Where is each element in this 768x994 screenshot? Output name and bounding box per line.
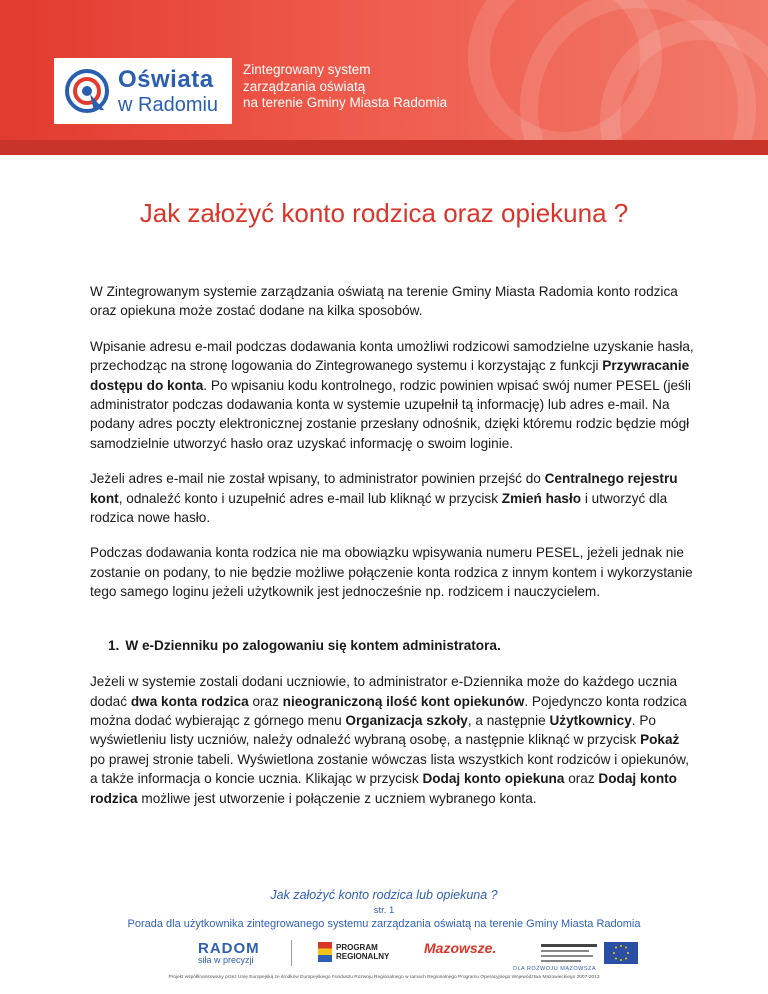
page-title: Jak założyć konto rodzica oraz opiekuna ? <box>139 198 629 228</box>
bold-term: Zmień hasło <box>501 490 582 506</box>
bold-term: nieograniczoną ilość kont opiekunów <box>282 693 525 709</box>
logo-target-icon <box>64 68 110 114</box>
program-line: PROGRAM <box>336 943 378 952</box>
bold-term: Organizacja szkoły <box>345 712 468 728</box>
bold-term: Użytkownicy <box>549 712 632 728</box>
header-tagline <box>243 62 473 112</box>
text-run: Jeżeli adres e-mail nie został wpisany, to administrator powinien przejść do <box>90 471 545 487</box>
logo-title: Oświata <box>118 66 214 93</box>
paragraph-no-email <box>90 469 698 527</box>
logo-subtitle: w Radomiu <box>118 94 219 116</box>
text-run: , a następnie <box>467 712 550 728</box>
cofinance-note: Projekt współfinansowany przez Unię Europejską ze środków Europejskiego Funduszu Rozwoju Regionalnego w ramach Regionalnego Programu Operacyjnego Województwa Mazowieckiego 2007-2013 <box>168 975 600 980</box>
text-run: możliwe jest utworzenie i połączenie z uczniem wybranego konta. <box>137 790 537 806</box>
program-line: REGIONALNY <box>336 952 390 961</box>
mazowsze-claim: DLA ROZWOJU MAZOWSZA <box>513 966 597 972</box>
footer-subtitle: Porada dla użytkownika zintegrowanego systemu zarządzania oświatą na terenie Gminy Miasta Radomia <box>127 918 641 930</box>
bold-term: Przywracanie dostępu do konta <box>90 358 690 393</box>
list-number: 1. <box>108 637 120 653</box>
text-run: . Pojedynczo konta rodzica można dodać wybierając z górnego menu <box>90 693 687 728</box>
mazowsze-logo: Mazowsze. <box>424 940 497 956</box>
text-run: oraz <box>248 693 283 709</box>
banner-strip <box>0 140 768 155</box>
tagline-line: zarządzania oświatą <box>243 78 366 94</box>
paragraph-pesel: Podczas dodawania konta rodzica nie ma obowiązku wpisywania numeru PESEL, jeżeli jednak nie zostanie on podany, to nie będzie możliwe połączenie konta rodzica z innym kontem i wykorzystanie tego samego loginu jeżeli użytkownik jest jednocześnie np. rodzicem i nauczycielem. <box>90 545 693 600</box>
site-logo[interactable] <box>54 58 232 124</box>
radom-logo-text: RADOM <box>198 940 260 957</box>
page-number: str. 1 <box>373 905 395 916</box>
bold-term: Dodaj konto opiekuna <box>422 771 565 787</box>
bold-term: Centralnego rejestru kont <box>90 471 678 506</box>
radom-tagline: siła w precyzji <box>198 955 254 965</box>
tagline-line: Zintegrowany system <box>243 62 371 77</box>
header-banner <box>0 0 768 155</box>
list-heading <box>90 636 698 655</box>
logo-divider <box>291 940 292 966</box>
sponsor-logos <box>0 940 768 970</box>
text-run: . Po wyświetleniu listy uczniów, należy odnaleźć wybraną osobę, a następnie kliknąć w przycisk <box>90 712 656 748</box>
paragraph-email <box>90 337 698 453</box>
bold-term: dwa konta rodzica <box>130 693 249 709</box>
eu-flag-icon <box>604 942 638 964</box>
paragraph-intro: W Zintegrowanym systemie zarządzania oświatą na terenie Gminy Miasta Radomia konto rodzica oraz opiekuna może zostać dodane na kilka sposobów. <box>90 284 678 319</box>
program-regionalny-logo <box>318 942 408 968</box>
text-run: Wpisanie adresu e-mail podczas dodawania konta umożliwi rodzicowi samodzielne uzyskanie hasła, przechodząc na stronę logowania do Zintegrowanego systemu i korzystając z funkcji <box>90 338 694 374</box>
list-heading-text: W e-Dzienniku po zalogowaniu się kontem administratora. <box>125 637 501 653</box>
text-run: po prawej stronie tabeli. Wyświetlona zostanie wówczas lista wszystkich kont rodziców i opiekunów, a także informacja o koncie ucznia. Klikając w przycisk <box>90 751 690 787</box>
page-footer <box>0 888 768 930</box>
program-mark-icon <box>318 942 332 962</box>
text-run: . Po wpisaniu kodu kontrolnego, rodzic powinien wpisać swój numer PESEL (jeśli administrator podczas dodawania konta w systemie uzupełnił tą informację) lub adres e-mail. Na podany adres poczty elektronicznej zostanie przesłany odnośnik, dzięki któremu rodzic będzie mógł samodzielnie utworzyć hasło oraz uzyskać informację o swoim loginie. <box>90 377 691 451</box>
eu-fund-text-icon <box>541 942 599 966</box>
bold-term: Dodaj konto rodzica <box>90 771 677 806</box>
eu-fund-logo <box>541 942 599 966</box>
radom-logo <box>198 940 280 968</box>
bold-term: Pokaż <box>640 732 680 748</box>
tagline-line: na terenie Gminy Miasta Radomia <box>243 95 448 110</box>
paragraph-edziennik <box>90 672 698 808</box>
text-run: Jeżeli w systemie zostali dodani uczniowie, to administrator e-Dziennika może do każdego ucznia dodać <box>90 674 678 709</box>
text-run: , odnaleźć konto i uzupełnić adres e-mail lub kliknąć w przycisk <box>118 490 502 506</box>
footer-title: Jak założyć konto rodzica lub opiekuna ? <box>270 888 498 902</box>
text-run: oraz <box>564 771 599 787</box>
program-text <box>336 943 389 961</box>
text-run: i utworzyć dla rodzica nowe hasło. <box>90 490 668 526</box>
document-body <box>90 282 698 824</box>
